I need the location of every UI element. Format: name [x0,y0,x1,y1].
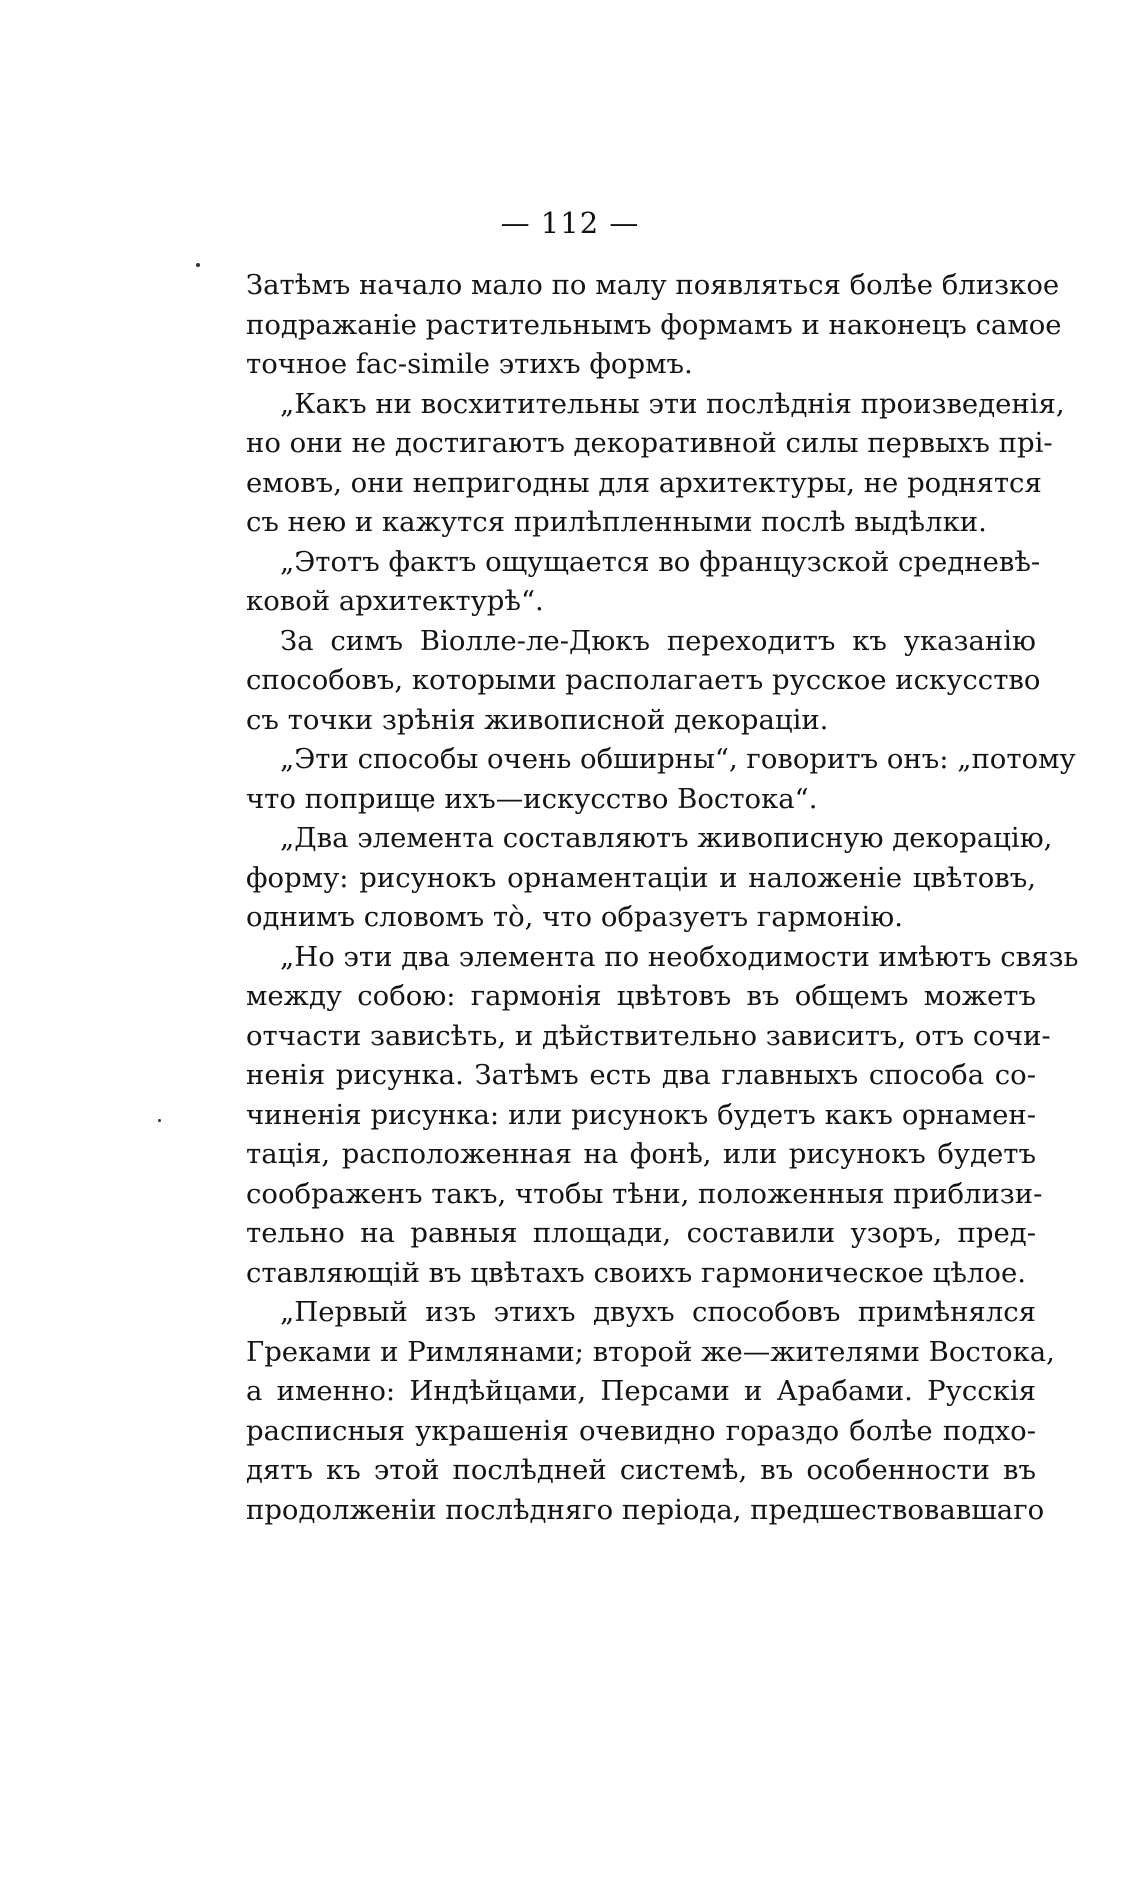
text-line: За симъ Віолле-ле-Дюкъ переходитъ къ указанію [280,624,1036,657]
text-line: продолженіи послѣдняго періода, предшествовавшаго [246,1493,1045,1526]
body-text [246,266,1079,1530]
scan-speck [158,1119,161,1122]
text-line: „Эти способы очень обширны“, говоритъ онъ: „потому [280,743,1076,775]
text-line: ставляющій въ цвѣтахъ своихъ гармоническое цѣлое. [246,1256,1026,1289]
text-line: отчасти зависѣть, и дѣйствительно зависитъ, отъ сочи- [246,1019,1051,1052]
text-line: расписныя украшенія очевидно гораздо болѣе подхо- [246,1414,1036,1447]
text-line: а именно: Индѣйцами, Персами и Арабами. Русскія [246,1375,1036,1407]
text-line: ненія рисунка. Затѣмъ есть два главныхъ способа со- [246,1059,1036,1091]
text-line: Греками и Римлянами; второй же—жителями Востока, [246,1335,1055,1368]
paragraph [246,622,1041,741]
paragraph [246,543,1041,622]
text-line: между собою: гармонія цвѣтовъ въ общемъ можетъ [246,980,1036,1012]
text-line: тація, расположенная на фонѣ, или рисунокъ будетъ [246,1138,1036,1170]
paragraph [246,740,1076,819]
text-line: форму: рисунокъ орнаментаціи и наложеніе цвѣтовъ, [246,861,1036,894]
text-line: чиненія рисунка: или рисунокъ будетъ какъ орнамен- [246,1098,1036,1131]
text-line: дятъ къ этой послѣдней системѣ, въ особенности въ [246,1454,1036,1486]
text-line: емовъ, они непригодны для архитектуры, не роднятся [246,466,1042,499]
paragraph [246,385,1065,543]
text-line: но они не достигаютъ декоративной силы первыхъ прі- [246,427,1053,459]
text-line: ковой архитектурѣ“. [246,585,544,617]
paragraph [246,1293,1055,1530]
text-line: точное fac-simile этихъ формъ. [246,348,693,380]
page-number: — 112 — [500,206,640,240]
text-line: тельно на равныя площади, составили узоръ, пред- [246,1217,1036,1249]
text-line: Затѣмъ начало мало по малу появляться болѣе близкое [246,269,1060,301]
text-line: соображенъ такъ, чтобы тѣни, положенныя приблизи- [246,1177,1043,1210]
text-line: „Первый изъ этихъ двухъ способовъ примѣнялся [280,1296,1036,1328]
paragraph [246,938,1079,1294]
text-line: „Но эти два элемента по необходимости имѣютъ связь [280,940,1079,973]
text-line: „Два элемента составляютъ живописную декорацію, [280,822,1053,854]
scan-speck [196,263,200,267]
text-line: что поприще ихъ—искусство Востока“. [246,782,818,815]
text-line: съ нею и кажутся прилѣпленными послѣ выдѣлки. [246,506,987,538]
text-line: „Какъ ни восхитительны эти послѣднія произведенія, [280,387,1065,420]
text-line: съ точки зрѣнія живописной декораціи. [246,703,829,736]
text-line: однимъ словомъ тò, что образуетъ гармонію. [246,901,903,933]
paragraph [246,266,1062,385]
text-line: подражаніе растительнымъ формамъ и наконецъ самое [246,308,1062,341]
paragraph [246,819,1053,938]
text-line: „Этотъ фактъ ощущается во французской средневѣ- [280,545,1041,578]
text-line: способовъ, которыми располагаетъ русское искусство [246,664,1041,696]
